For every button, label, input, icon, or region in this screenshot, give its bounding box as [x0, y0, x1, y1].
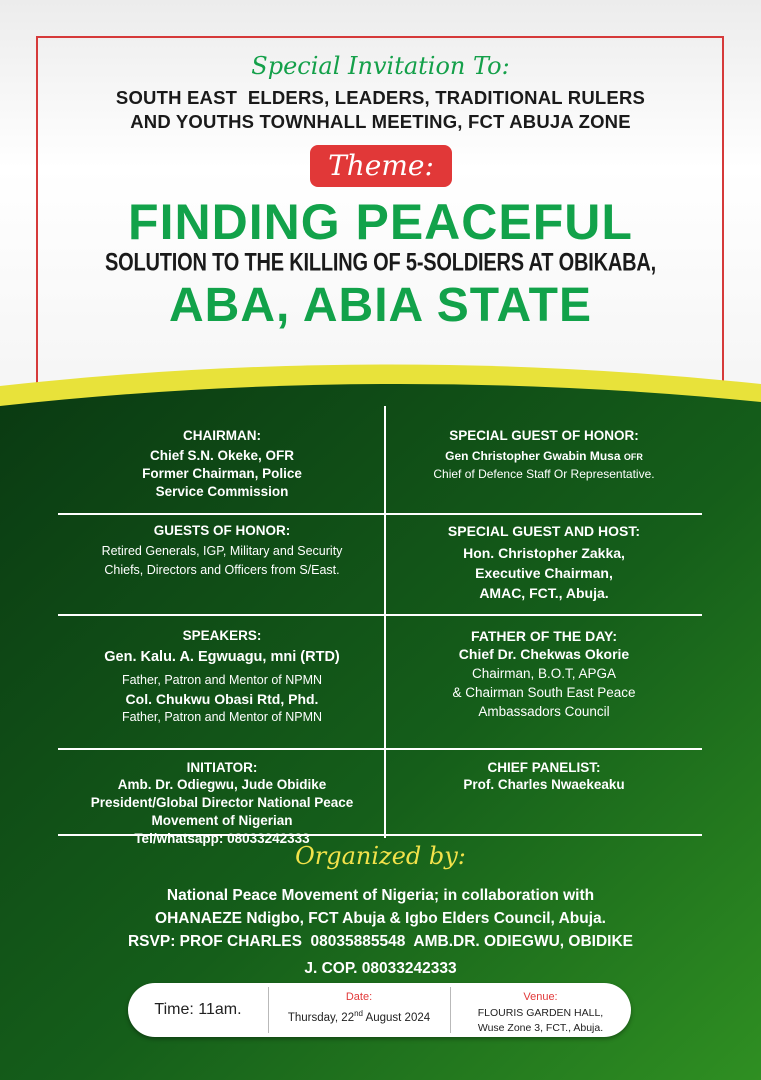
panelist-name: Prof. Charles Nwaekeaku [463, 777, 625, 792]
initiator-line-3: Movement of Nigerian [151, 813, 293, 828]
initiator-phone: Tel/whatsapp: 08033242333 [134, 831, 310, 846]
venue-label: Venue: [523, 991, 558, 1003]
special-guest-line-2: Chief of Defence Staff Or Representative. [433, 467, 655, 481]
guests-line-2: Chiefs, Directors and Officers from S/East. [104, 563, 340, 577]
guests-line-1: Retired Generals, IGP, Military and Security [101, 544, 343, 558]
panelist-heading: CHIEF PANELIST: [487, 760, 601, 775]
organizer-line-3: RSVP: PROF CHARLES 08035885548 AMB.DR. ODIEGWU, OBIDIKE [127, 933, 633, 950]
audience-line-2: AND YOUTHS TOWNHALL MEETING, FCT ABUJA ZONE [130, 111, 631, 132]
chairman-line-3: Service Commission [155, 484, 289, 499]
host-line-1: Hon. Christopher Zakka, [463, 545, 625, 561]
invitation-label: Special Invitation To: [251, 52, 510, 80]
speaker-2-role: Father, Patron and Mentor of NPMN [121, 710, 323, 724]
cell-special-guest-and-host [386, 523, 702, 603]
date-value-month: August 2024 [363, 1011, 431, 1024]
date-value-day: Thursday, 22 [287, 1011, 355, 1024]
cell-guests-of-honor [60, 523, 384, 580]
grid-divider-1 [58, 513, 702, 515]
event-venue [450, 991, 631, 1036]
date-value-suffix: nd [354, 1009, 363, 1018]
cell-initiator [60, 760, 384, 848]
father-name: Chief Dr. Chekwas Okorie [458, 646, 630, 662]
father-line-2: & Chairman South East Peace [452, 685, 636, 700]
chairman-line-2: Former Chairman, Police [142, 466, 302, 481]
host-line-3: AMAC, FCT., Abuja. [479, 585, 609, 601]
host-heading: SPECIAL GUEST AND HOST: [447, 523, 641, 539]
headline-location: ABA, ABIA STATE [169, 279, 592, 332]
initiator-heading: INITIATOR: [186, 760, 258, 775]
speaker-1-name: Gen. Kalu. A. Egwuagu, mni (RTD) [104, 649, 340, 665]
grid-divider-2 [58, 614, 702, 616]
grid-divider-3 [58, 748, 702, 750]
organizer-line-2: OHANAEZE Ndigbo, FCT Abuja & Igbo Elders Council, Abuja. [155, 910, 606, 927]
organizer-block [0, 884, 761, 980]
event-date [268, 991, 450, 1026]
venue-line-1: FLOURIS GARDEN HALL, [477, 1007, 604, 1019]
date-label: Date: [345, 991, 373, 1003]
cell-speakers [60, 628, 384, 727]
special-guest-heading: SPECIAL GUEST OF HONOR: [449, 428, 639, 443]
host-line-2: Executive Chairman, [475, 565, 613, 581]
speaker-2-name: Col. Chukwu Obasi Rtd, Phd. [125, 691, 319, 707]
special-guest-name: Gen Christopher Gwabin Musa [445, 449, 621, 463]
initiator-line-1: Amb. Dr. Odiegwu, Jude Obidike [117, 777, 327, 792]
organizer-line-1: National Peace Movement of Nigeria; in collaboration with [166, 887, 595, 904]
headline-sub: SOLUTION TO THE KILLING OF 5-SOLDIERS AT OBIKABA, [105, 249, 656, 277]
event-time: Time: 11am. [154, 1001, 242, 1018]
guests-heading: GUESTS OF HONOR: [153, 523, 291, 538]
organizer-line-4: J. COP. 08033242333 [304, 960, 457, 977]
father-line-3: Ambassadors Council [478, 704, 610, 719]
event-details-pill [128, 983, 631, 1037]
venue-line-2: Wuse Zone 3, FCT., Abuja. [477, 1022, 604, 1034]
organized-by-label: Organized by: [295, 842, 466, 870]
cell-special-guest-of-honor [386, 428, 702, 482]
cell-chief-panelist [386, 760, 702, 794]
special-guest-suffix: OFR [623, 452, 643, 462]
speakers-heading: SPEAKERS: [182, 628, 262, 643]
father-line-1: Chairman, B.O.T, APGA [471, 666, 617, 681]
audience-line-1: SOUTH EAST ELDERS, LEADERS, TRADITIONAL RULERS [115, 87, 646, 108]
headline-main: FINDING PEACEFUL [128, 194, 633, 250]
initiator-line-2: President/Global Director National Peace [90, 795, 354, 810]
chairman-line-1: Chief S.N. Okeke, OFR [149, 448, 295, 463]
cell-father-of-the-day [386, 628, 702, 721]
audience-title [0, 86, 761, 134]
theme-badge: Theme: [310, 145, 452, 187]
cell-chairman [60, 428, 384, 501]
speaker-1-role: Father, Patron and Mentor of NPMN [121, 673, 323, 687]
chairman-heading: CHAIRMAN: [183, 428, 261, 443]
father-heading: FATHER OF THE DAY: [471, 628, 617, 644]
